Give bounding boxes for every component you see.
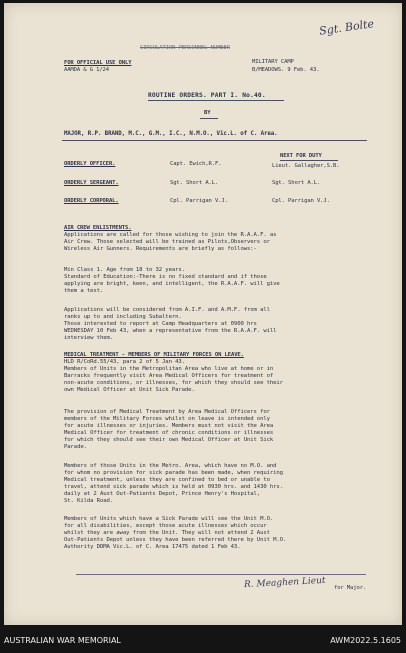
paragraph-line: own Medical Officer at Unit Sick Parade.	[64, 387, 195, 393]
paragraph-line: whilst they are away from the Unit. They will not attend 2 Aust	[64, 530, 270, 536]
title-rule	[148, 100, 284, 101]
paragraph-line: Authority DDMA Vic.L. of C. Area 17475 dated 1 Feb 43.	[64, 544, 241, 550]
paragraph-line: for acute illnesses or injuries. Members must not visit the Area	[64, 423, 274, 429]
paragraph-line: Applications are called for those wishing to join the R.A.A.F. as	[64, 232, 277, 238]
paragraph-line: Barracks frequently visit Area Medical Officers for treatment of	[64, 373, 274, 379]
paragraph-line: Medical treatment, unless they are confined to bed or unable to	[64, 477, 270, 483]
paragraph-line: HLD R/CoRd.55/43, para 2 of 5 Jan 43.	[64, 359, 185, 365]
by-rule	[200, 118, 218, 119]
paragraph-line: Standard of Education:-There is no fixed standard and if those	[64, 274, 267, 280]
paragraph-line: Min Class 1. Age from 18 to 32 years.	[64, 267, 185, 273]
paragraph-line: Wireless Air Gunners. Requirements are briefly as follows:-	[64, 246, 257, 252]
paragraph-line: for whom no provision for sick parade has been made, when requiring	[64, 470, 283, 476]
classification-label: FOR OFFICIAL USE ONLY	[64, 60, 132, 66]
paragraph-line: daily at 2 Aust Out-Patients Depot, Prince Henry's Hospital,	[64, 491, 261, 497]
duty-role-officer: ORDERLY OFFICER.	[64, 161, 116, 167]
paragraph-line: members of the Military Forces whilst on leave is intended only	[64, 416, 270, 422]
paragraph-line: Members of those Units in the Metro. Area, which have no M.O. and	[64, 463, 277, 469]
paragraph-line: WEDNESDAY 10 Feb 43, when a representative from the R.A.A.F. will	[64, 328, 277, 334]
duty-role-sergeant: ORDERLY SERGEANT.	[64, 180, 119, 186]
duty-role-corporal: ORDERLY CORPORAL.	[64, 198, 119, 204]
paragraph-line: for all disabilities, except those acute illnesses which occur	[64, 523, 267, 529]
camp-line-1: MILITARY CAMP	[252, 59, 294, 65]
paragraph-line: Those interested to report at Camp Headquarters at 0900 hrs	[64, 321, 257, 327]
closing-rule	[76, 574, 366, 575]
orders-by: BY	[204, 110, 211, 116]
paragraph-line: Applications will be considered from A.I.F. and A.M.F. from all	[64, 307, 270, 313]
duty-current-sergeant: Sgt. Short A.L.	[170, 180, 219, 186]
paragraph-line: St. Kilda Road.	[64, 498, 114, 504]
document-page	[4, 3, 402, 625]
duty-next-corporal: Cpl. Parrigan V.J.	[272, 198, 330, 204]
footer-accession-number: AWM2022.5.1605	[330, 636, 401, 645]
paragraph-line: Members of Units which have a Sick Parade will see the Unit M.O.	[64, 516, 274, 522]
paragraph-line: interview them.	[64, 335, 114, 341]
handwritten-tag: Sgt. Bolte	[318, 17, 375, 38]
orders-title: ROUTINE ORDERS. PART I. No.40.	[148, 92, 266, 99]
medical-heading: MEDICAL TREATMENT - MEMBERS OF MILITARY FORCES ON LEAVE.	[64, 352, 244, 358]
duty-next-sergeant: Sgt. Short A.L.	[272, 180, 321, 186]
paragraph-line: non-acute conditions, or illnesses, for which they should see their	[64, 380, 283, 386]
next-for-duty-label: NEXT FOR DUTY	[280, 153, 322, 159]
paragraph-line: Parade.	[64, 444, 87, 450]
paragraph-line: ranks up to and including Subaltern.	[64, 314, 182, 320]
footer-institution: AUSTRALIAN WAR MEMORIAL	[4, 636, 121, 645]
paragraph-line: for which they should see their own Medical Officer at Unit Sick	[64, 437, 274, 443]
document-reference: AAMDA & G 1/24	[64, 67, 109, 73]
signature-typed: for Major.	[334, 585, 367, 591]
signature-handwritten: R. Meaghen Lieut	[243, 575, 326, 591]
duty-current-officer: Capt. Ewich,R.F.	[170, 161, 222, 167]
commander-line: MAJOR, R.P. BRAND, M.C., G.M., I.C., N.M.O., Vic.L. of C. Area.	[64, 131, 278, 137]
air-crew-heading: AIR CREW ENLISTMENTS.	[64, 225, 132, 231]
duty-next-officer: Lieut. Gallagher,S.B.	[272, 163, 340, 169]
paragraph-line: Members of Units in the Metropolitan Area who live at home or in	[64, 366, 274, 372]
paragraph-line: The provision of Medical Treatment by Area Medical Officers for	[64, 409, 270, 415]
paragraph-line: Air Crew. Those selected will be trained as Pilots,Observers or	[64, 239, 270, 245]
commander-rule	[62, 140, 367, 141]
archive-footer	[0, 627, 406, 653]
next-for-duty-rule	[280, 160, 338, 161]
paragraph-line: Out-Patients Depot unless they have been referred there by Unit M.O.	[64, 537, 287, 543]
paragraph-line: travel, attend sick parade which is held at 0930 hrs. and 1430 hrs.	[64, 484, 283, 490]
duty-current-corporal: Cpl. Parrigan V.J.	[170, 198, 228, 204]
camp-line-2: B/MEADOWS. 9 Feb. 43.	[252, 67, 320, 73]
struck-heading: CIRCULATION PERSONNEL NUMBER	[140, 45, 230, 51]
paragraph-line: applying are bright, keen, and intelligent, the R.A.A.F. will give	[64, 281, 280, 287]
paragraph-line: Medical Officer for treatment of chronic conditions or illnesses	[64, 430, 274, 436]
paragraph-line: them a test.	[64, 288, 104, 294]
